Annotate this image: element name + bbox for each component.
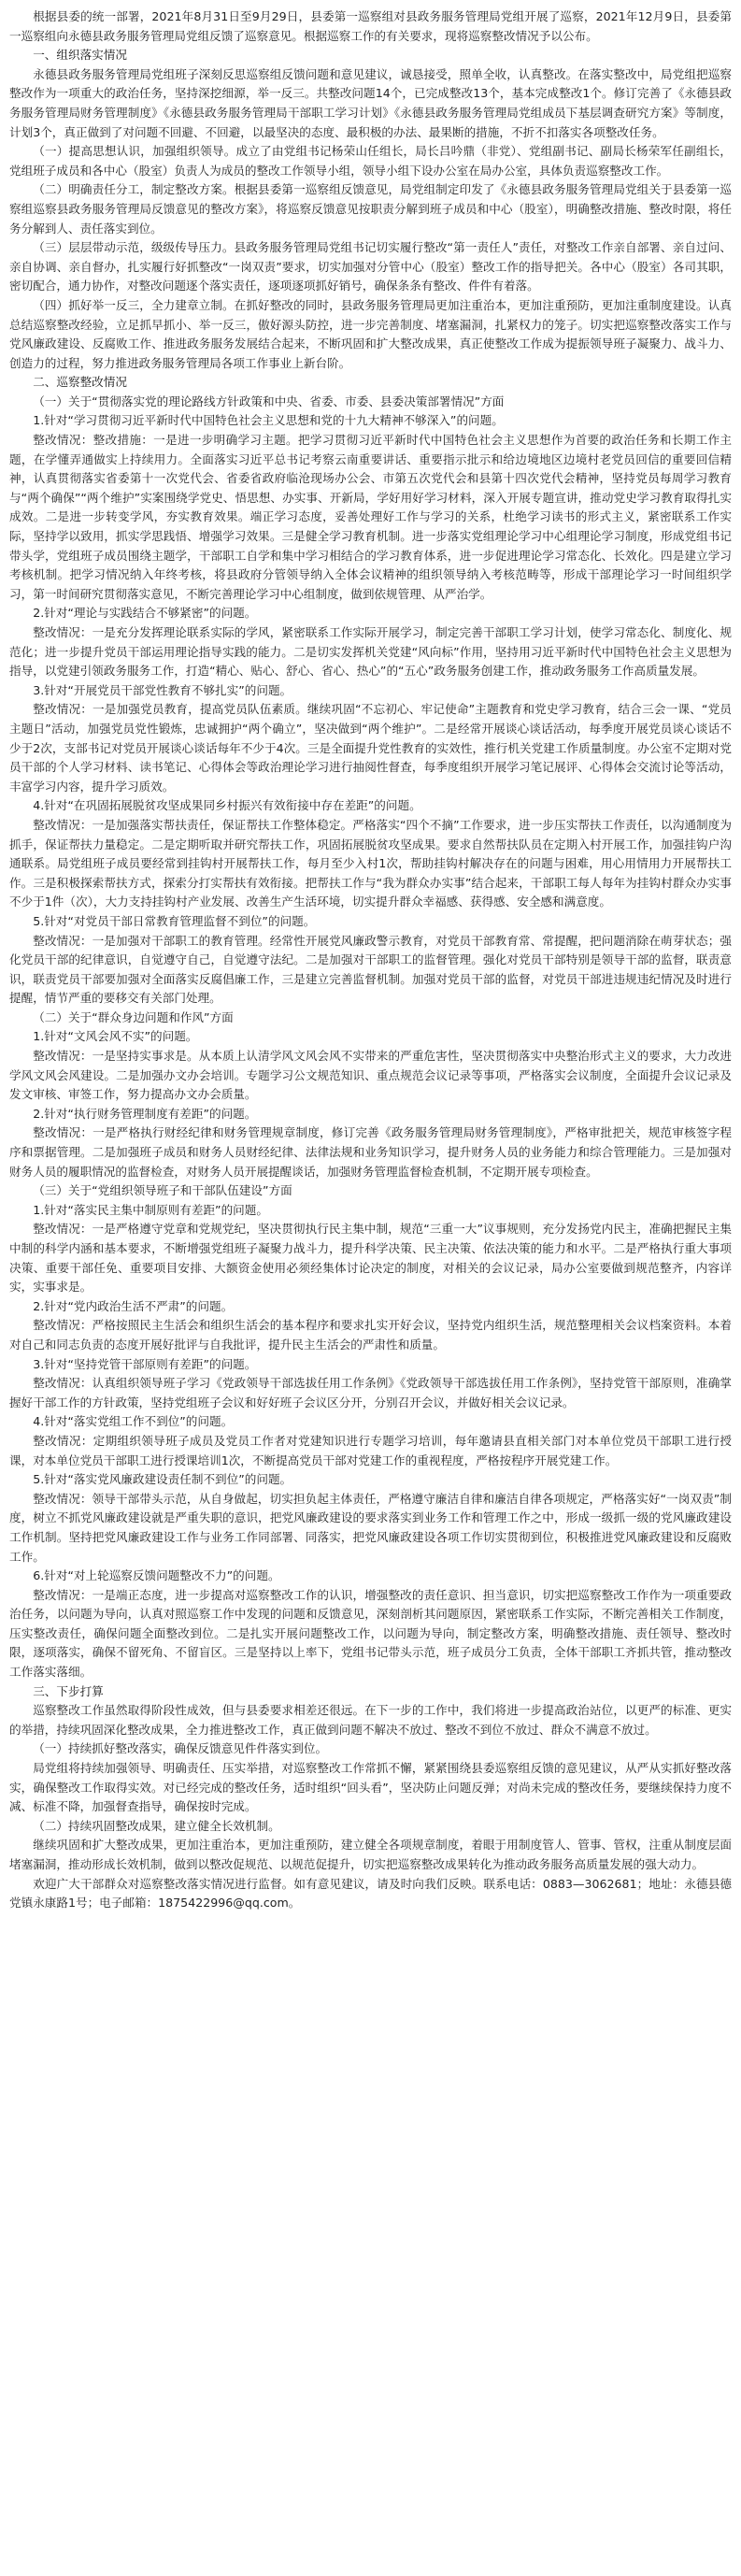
paragraph: 整改情况：一是加强落实帮扶责任，保证帮扶工作整体稳定。严格落实“四个不摘”工作要求，进一步压实帮扶工作责任，以沟通制度为抓手，保证帮扶力量稳定。二是定期听取并研究帮扶工作，巩固拓展脱贫攻坚成果。要求自然帮扶队员在定期入村开展工作，加强挂钩户沟通联系。局党组班子成员要经常到挂钩村开展帮扶工作，每月至少入村1次，帮助挂钩村解决存在的问题与困难，用心用情用力开展帮扶工作。三是积极探索帮扶方式，探索分打实帮扶有效衔接。把帮扶工作与“我为群众办实事”结合起来，干部职工每人每年为挂钩村群众办实事不少于1件（次），大力支持挂钩村产业发展、改善生产生活环境，切实提升群众幸福感、获得感、安全感和满意度。 bbox=[9, 817, 732, 909]
paragraph: 整改情况：一是坚持实事求是。从本质上认清学风文风会风不实带来的严重危害性，坚决贯彻落实中央整治形式主义的要求，大力改进学风文风会风建设。二是加强办文办会培训。专题学习公文规范知识、重点规范会议记录等事项，严格落实会议制度，全面提升会议记录及发文审核、审签工作，努力提高办文办会质量。 bbox=[9, 1049, 732, 1102]
paragraph: （二）关于“群众身边问题和作风”方面 bbox=[33, 1009, 234, 1024]
paragraph: 1.针对“学习贯彻习近平新时代中国特色社会主义思想和党的十九大精神不够深入”的问题。 bbox=[33, 413, 504, 428]
paragraph: 整改情况：整改措施：一是进一步明确学习主题。把学习贯彻习近平新时代中国特色社会主义思想作为首要的政治任务和长期工作主题，在学懂弄通做实上持续用力。全面落实习近平总书记考察云南重要讲话、重要指示批示和给边境地区边境村老党员回信的重要回信精神，认真贯彻落实省委第十一次党代会、省委省政府临沧现场办公会、市第五次党代会和县第十四次党代会精神，坚持党员每周学习教育与“两个确保”“两个维护”实案围绕学党史、悟思想、办实事、开新局，学好用好学习材料，深入开展专题宣讲，推动党史学习教育取得扎实成效。二是进一步转变学风，夯实教育效果。端正学习态度，妥善处理好工作与学习的关系，杜绝学习读书的形式主义，紧密联系工作实际，坚持学以致用，抓实学思践悟、增强学习效果。三是健全学习教育机制。进一步落实党组理论学习中心组理论学习制度，形成党组书记带头学，党组班子成员围绕主题学，干部职工自学和集中学习相结合的学习教育体系，进一步促进理论学习常态化、长效化。四是建立学习考核机制。把学习情况纳入年终考核，将县政府分管领导纳入全体会议精神的组织领导纳入考核范畴等，形成干部理论学习一时间组织学习，第一时间研究贯彻落实意见，不断完善理论学习中心组制度，做到依规管理、从严治学。 bbox=[9, 433, 732, 601]
paragraph: 继续巩固和扩大整改成果，更加注重治本，更加注重预防，建立健全各项规章制度，着眼于用制度管人、管事、管权，注重从制度层面堵塞漏洞，推动形成长效机制，做到以整改促规范、以规范促提升，切实把巡察整改成果转化为推动政务服务高质量发展的强大动力。 bbox=[9, 1838, 732, 1871]
section-heading: 三、下步打算 bbox=[33, 1683, 104, 1698]
paragraph: 4.针对“落实党组工作不到位”的问题。 bbox=[33, 1414, 234, 1429]
paragraph: 整改情况：一是加强党员教育，提高党员队伍素质。继续巩固“不忘初心、牢记使命”主题教育和党史学习教育，结合三会一课、“党员主题日”活动，加强党员党性锻炼，忠诚拥护“两个确立”，坚决做到“两个维护”。二是经常开展谈心谈话活动，每季度开展党员谈心谈话不少于2次，支部书记对党员开展谈心谈话每年不少于4次。三是全面提升党性教育的实效性，推行机关党建工作质量制度。办公室不定期对党员干部的个人学习材料、读书笔记、心得体会等政治理论学习进行抽阅性督查，每季度组织开展学习笔记展评、心得体会交流讨论等活动，丰富学习内容，提升学习质效。 bbox=[9, 702, 732, 794]
paragraph: 整改情况：一是端正态度，进一步提高对巡察整改工作的认识，增强整改的责任意识、担当意识，切实把巡察整改工作作为一项重要政治任务，以问题为导向，认真对照巡察工作中发现的问题和反馈意见，深刻剖析其问题原因，紧密联系工作实际，不断完善相关工作制度，压实整改责任，确保问题全面整改到位。二是扎实开展问题整改工作，以问题为导向，制定整改方案，明确整改措施、责任领导、整改时限，逐项落实，确保不留死角、不留盲区。三是坚持以上率下，党组书记带头示范，班子成员分工负责，全体干部职工齐抓共管，推动整改工作落实落细。 bbox=[9, 1587, 732, 1680]
paragraph: 永德县政务服务管理局党组班子深刻反思巡察组反馈问题和意见建议，诚恳接受，照单全收，认真整改。在落实整改中，局党组把巡察整改作为一项重大的政治任务，坚持深挖细源，举一反三。共整改问题14个，已完成整改13个，基本完成整改1个。修订完善了《永德县政务服务管理局财务管理制度》《永德县政务服务管理局干部职工学习计划》《永德县政务服务管理局党组成员下基层调查研究方案》等制度，计划3个，真正做到了对问题不回避、不回避，以最坚决的态度、最积极的办法、最果断的措施，不折不扣落实各项整改任务。 bbox=[9, 66, 732, 139]
paragraph: 巡察整改工作虽然取得阶段性成效，但与县委要求相差还很远。在下一步的工作中，我们将进一步提高政治站位，以更严的标准、更实的举措，持续巩固深化整改成果，全力推进整改工作，真正做到问题不解决不放过、整改不到位不放过、群众不满意不放过。 bbox=[9, 1703, 732, 1737]
paragraph: 整改情况：一是严格执行财经纪律和财务管理规章制度，修订完善《政务服务管理局财务管理制度》，严格审批把关，规范审核签字程序和票据管理。二是加强班子成员和财务人员财经纪律、法律法规和业务知识学习，提升财务人员的业务能力和综合管理能力。三是加强对财务人员的履职情况的监督检查，对财务人员开展提醒谈话，加强财务管理监督检查机制，不定期开展专项检查。 bbox=[9, 1125, 732, 1179]
paragraph: 整改情况：一是加强对干部职工的教育管理。经常性开展党风廉政警示教育，对党员干部教育常、常提醒，把问题消除在萌芽状态；强化党员干部的纪律意识，自觉遵守自己，自觉遵守法纪。二是加强对干部职工的监督管理。强化对党员干部特别是领导干部的监督，联责意识，联责党员干部要加强对全面落实反腐倡廉工作，三是建立完善监督机制。加强对党员干部的监督，对党员干部进违规违纪情况及时进行提醒，情节严重的要移交有关部门处理。 bbox=[9, 933, 732, 1006]
paragraph: （一）提高思想认识，加强组织领导。成立了由党组书记杨荣山任组长，局长吕吟鼎（非党）、党组副书记、副局长杨荣军任副组长，党组班子成员和各中心（股室）负责人为成员的整改工作领导小组，领导小组下设办公室在局办公室，具体负责巡察整改工作。 bbox=[9, 144, 732, 178]
paragraph: 1.针对“落实民主集中制原则有差距”的问题。 bbox=[33, 1202, 268, 1217]
section-heading: 一、组织落实情况 bbox=[33, 48, 127, 63]
paragraph: 2.针对“执行财务管理制度有差距”的问题。 bbox=[33, 1106, 257, 1121]
section-heading: 二、巡察整改情况 bbox=[33, 375, 127, 390]
paragraph: 根据县委的统一部署，2021年8月31日至9月29日，县委第一巡察组对县政务服务管理局党组开展了巡察，2021年12月9日，县委第一巡察组向永德县政务服务管理局党组反馈了巡察意见。根据巡察工作的有关要求，现将巡察整改情况予以公布。 bbox=[9, 9, 732, 43]
paragraph: 4.针对“在巩固拓展脱贫攻坚成果同乡村振兴有效衔接中存在差距”的问题。 bbox=[33, 798, 421, 813]
article-body bbox=[9, 7, 732, 1913]
paragraph: 整改情况：一是充分发挥理论联系实际的学风，紧密联系工作实际开展学习，制定完善干部职工学习计划，使学习常态化、制度化、规范化；进一步提升党员干部运用理论指导实践的能力。二是切实发挥机关党建“风向标”作用，坚持用习近平新时代中国特色社会主义思想为指导，以党建引领政务服务工作，打造“精心、贴心、舒心、省心、热心”的“五心”政务服务创建工作，推动政务服务工作高质量发展。 bbox=[9, 625, 732, 679]
paragraph: 5.针对“落实党风廉政建设责任制不到位”的问题。 bbox=[33, 1472, 292, 1487]
paragraph: 2.针对“党内政治生活不严肃”的问题。 bbox=[33, 1298, 234, 1313]
paragraph: 5.针对“对党员干部日常教育管理监督不到位”的问题。 bbox=[33, 913, 316, 928]
paragraph: 整改情况：严格按照民主生活会和组织生活会的基本程序和要求扎实开好会议，坚持党内组织生活，规范整理相关会议档案资料。本着对自己和同志负责的态度开展好批评与自我批评，提升民主生活会的严肃性和质量。 bbox=[9, 1318, 732, 1352]
paragraph: （二）持续巩固整改成果，建立健全长效机制。 bbox=[33, 1818, 280, 1833]
paragraph: 局党组将持续加强领导、明确责任、压实举措，对巡察整改工作常抓不懈，紧紧围绕县委巡察组反馈的意见建议，从严从实抓好整改落实，确保整改工作取得实效。对已经完成的整改任务，适时组织“回头看”，坚决防止问题反弹；对尚未完成的整改任务，要继续保持力度不减、标准不降，加强督查指导，确保按时完成。 bbox=[9, 1761, 732, 1814]
paragraph: 6.针对“对上轮巡察反馈问题整改不力”的问题。 bbox=[33, 1568, 280, 1583]
paragraph: 1.针对“文风会风不实”的问题。 bbox=[33, 1029, 198, 1044]
paragraph: 整改情况：认真组织领导班子学习《党政领导干部选拔任用工作条例》《党政领导干部选拔任用工作条例》，坚持党管干部原则，准确掌握好干部工作的方针政策，坚持党组班子会议和好好班子会议区分开，分别召开会议，并做好相关会议记录。 bbox=[9, 1376, 732, 1410]
paragraph: 3.针对“坚持党管干部原则有差距”的问题。 bbox=[33, 1356, 257, 1371]
paragraph: （四）抓好举一反三，全力建章立制。在抓好整改的同时，县政务服务管理局更加注重治本，更加注重预防，更加注重制度建设。认真总结巡察整改经验，立足抓早抓小、举一反三，傲好源头防控，进一步完善制度、堵塞漏洞，扎紧权力的笼子。切实把巡察整改落实工作与党风廉政建设、反腐败工作、推进政务服务发展结合起来，不断巩固和扩大整改成果，真正使整改工作成为提振领导班子凝聚力、战斗力、创造力的过程，努力推进政务服务管理局各项工作事业上新台阶。 bbox=[9, 297, 732, 370]
paragraph: （一）持续抓好整改落实，确保反馈意见件件落实到位。 bbox=[33, 1741, 328, 1756]
paragraph: 整改情况：一是严格遵守党章和党规党纪，坚决贯彻执行民主集中制，规范“三重一大”议事规则，充分发扬党内民主，准确把握民主集中制的科学内涵和基本要求，不断增强党组班子凝聚力战斗力，提升科学决策、民主决策、依法决策的能力和水平。二是严格执行重大事项决策、重要干部任免、重要项目安排、大额资金使用必须经集体讨论决定的制度，对相关的会议记录，局办公室要做到规范整齐，内容详实，实事求是。 bbox=[9, 1222, 732, 1295]
paragraph: （三）层层带动示范，级级传导压力。县政务服务管理局党组书记切实履行整改“第一责任人”责任，对整改工作亲自部署、亲自过问、亲自协调、亲自督办，扎实履行好抓整改“一岗双责”要求，切实加强对分管中心（股室）整改工作的指导把关。各中心（股室）各司其职，密切配合，通力协作，对整改问题逐个落实责任，逐项逐项抓好销号，确保条条有整改、件件有着落。 bbox=[9, 240, 732, 293]
paragraph: （三）关于“党组织领导班子和干部队伍建设”方面 bbox=[33, 1183, 292, 1198]
paragraph: （一）关于“贯彻落实党的理论路线方针政策和中央、省委、市委、县委决策部署情况”方面 bbox=[33, 394, 505, 408]
paragraph: 2.针对“理论与实践结合不够紧密”的问题。 bbox=[33, 606, 257, 621]
paragraph: 整改情况：领导干部带头示范，从自身做起，切实担负起主体责任，严格遵守廉洁自律和廉洁自律各项规定，严格落实好“一岗双责”制度，树立不抓党风廉政建设就是严重失职的意识，把党风廉政建设的要求落实到业务工作和管理工作之中，形成一级抓一级的党风廉政建设工作机制。坚持把党风廉政建设工作与业务工作同部署、同落实，把党风廉政建设各项工作切实贯彻到位，积极推进党风廉政建设和反腐败工作。 bbox=[9, 1491, 732, 1564]
paragraph: 整改情况：定期组织领导班子成员及党员工作者对党建知识进行专题学习培训，每年邀请县直相关部门对本单位党员干部职工进行授课，对本单位党员干部职工进行授课培训1次，不断提高党员干部对党建工作的重视程度，严格按程序开展党建工作。 bbox=[9, 1433, 732, 1467]
contact-info: 欢迎广大干部群众对巡察整改落实情况进行监督。如有意见建议，请及时向我们反映。联系电话：0883—3062681；地址：永德县德党镇永康路1号；电子邮箱：1875422996@qq.com。 bbox=[9, 1876, 732, 1911]
paragraph: （二）明确责任分工，制定整改方案。根据县委第一巡察组反馈意见，局党组制定印发了《永德县政务服务管理局党组关于县委第一巡察组巡察县政务服务管理局反馈意见的整改方案》，将巡察反馈意见按职责分解到班子成员和中心（股室），明确整改措施、整改时限，将任务分解到人、责任落实到位。 bbox=[9, 182, 732, 236]
paragraph: 3.针对“开展党员干部党性教育不够扎实”的问题。 bbox=[33, 682, 292, 697]
